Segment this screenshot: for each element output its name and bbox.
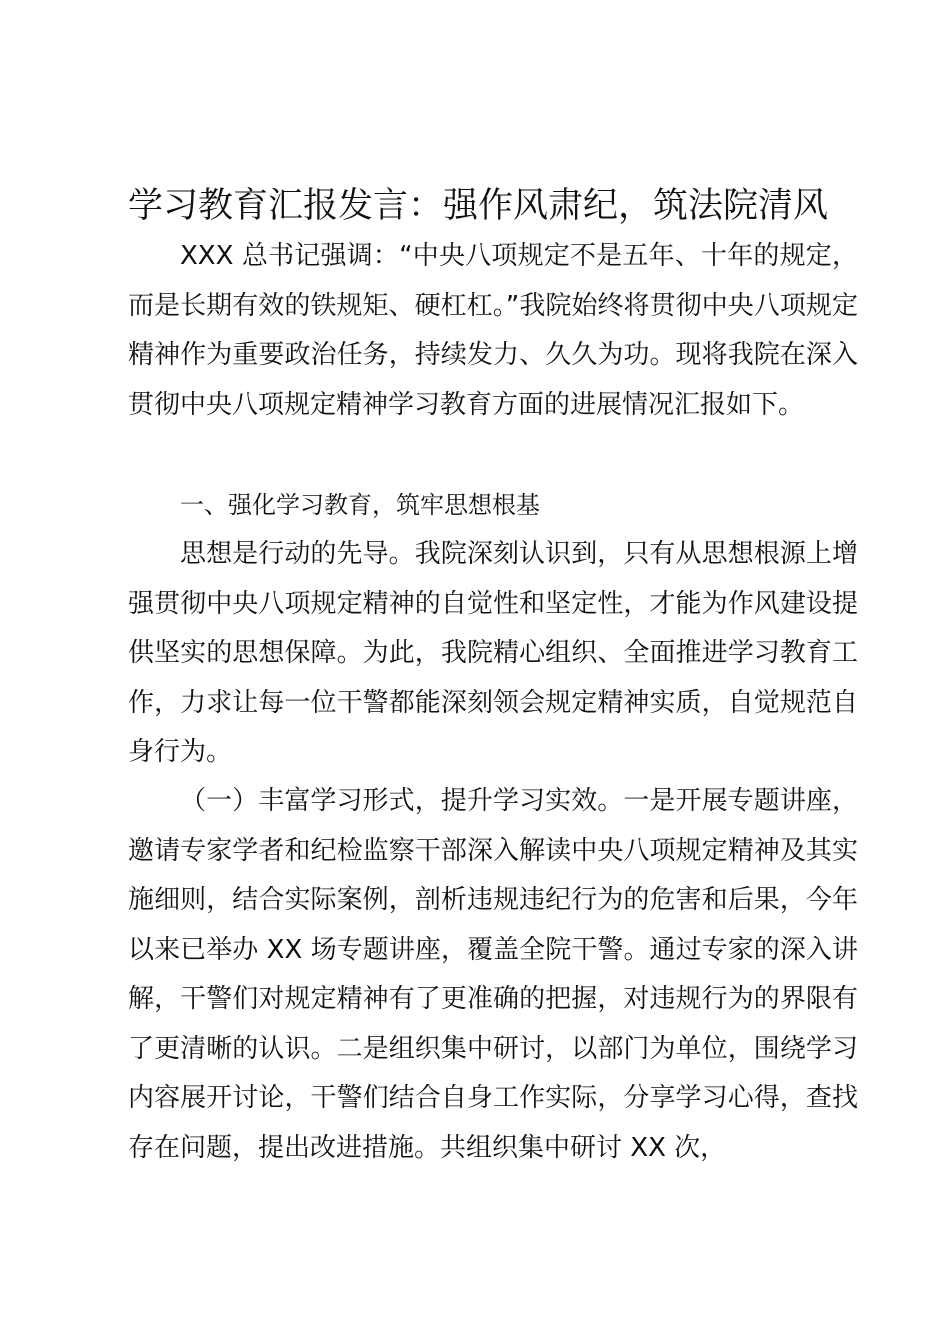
subsection-paragraph: （一）丰富学习形式，提升学习实效。一是开展专题讲座，邀请专家学者和纪检监察干部深入解读中央八项规定精神及其实施细则，结合实际案例，剖析违规违纪行为的危害和后果，今年以来已举办 XX 场专题讲座，覆盖全院干警。通过专家的深入讲解，干警们对规定精神有了更准确的把握，对违规行为的界限有了更清晰的认识。二是组织集中研讨，以部门为单位，围绕学习内容展开讨论，干警们结合自身工作实际，分享学习心得，查找存在问题，提出改进措施。共组织集中研讨 XX 次， [128, 786, 858, 1163]
section-paragraph: 思想是行动的先导。我院深刻认识到，只有从思想根源上增强贯彻中央八项规定精神的自觉性和坚定性，才能为作风建设提供坚实的思想保障。为此，我院精心组织、全面推进学习教育工作，力求让每一位干警都能深刻领会规定精神实质，自觉规范自身行为。 [128, 539, 858, 767]
section-heading: 一、强化学习教育，筑牢思想根基 [180, 491, 540, 519]
document-title: 学习教育汇报发言：强作风肃纪，筑法院清风 [128, 186, 829, 226]
intro-paragraph: XXX 总书记强调：“中央八项规定不是五年、十年的规定，而是长期有效的铁规矩、硬杠杠。”我院始终将贯彻中央八项规定精神作为重要政治任务，持续发力、久久为功。现将我院在深入贯彻中央八项规定精神学习教育方面的进展情况汇报如下。 [128, 241, 858, 420]
